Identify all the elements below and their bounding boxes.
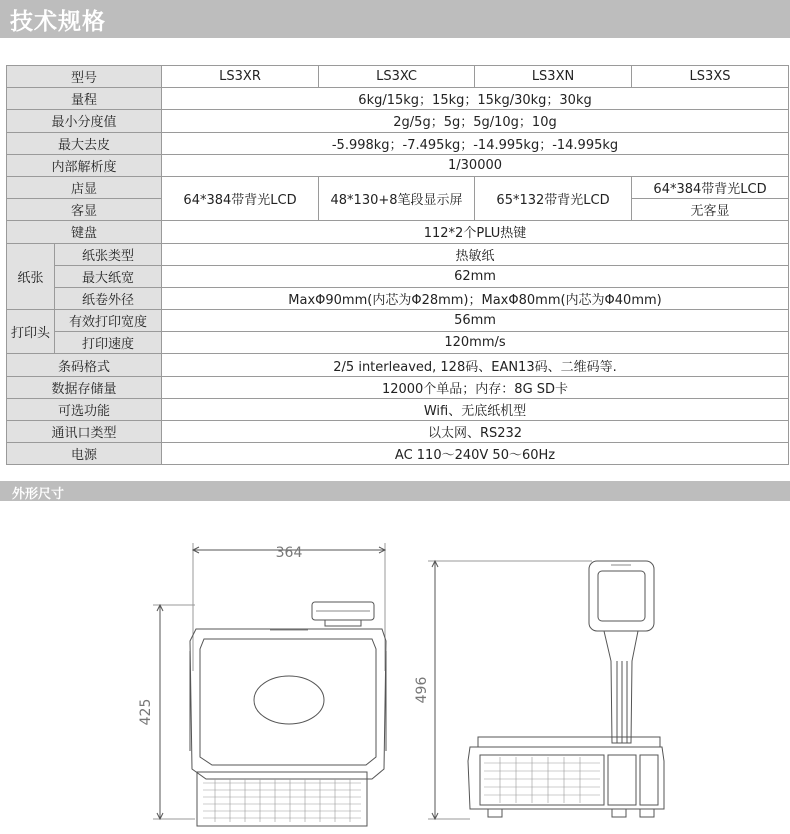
model-cell: LS3XR: [162, 66, 319, 88]
row-value: 1/30000: [162, 154, 789, 176]
row-value: MaxΦ90mm(内芯为Φ28mm)；MaxΦ80mm(内芯为Φ40mm): [162, 287, 789, 309]
row-label: 最大纸宽: [55, 265, 162, 287]
row-value: 12000个单品；内存：8G SD卡: [162, 376, 789, 398]
row-label: 纸张类型: [55, 243, 162, 265]
row-label: 最小分度值: [7, 110, 162, 132]
row-value: 6kg/15kg；15kg；15kg/30kg；30kg: [162, 88, 789, 110]
height-label: 496: [414, 676, 430, 704]
table-row: [7, 332, 789, 354]
row-value: 2g/5g；5g；5g/10g；10g: [162, 110, 789, 132]
table-row: [7, 443, 789, 465]
table-row: [7, 110, 789, 132]
row-value: 56mm: [162, 310, 789, 332]
row-value: -5.998kg；-7.495kg；-14.995kg；-14.995kg: [162, 132, 789, 154]
table-row: [7, 176, 789, 198]
row-value: 以太网、RS232: [162, 421, 789, 443]
row-label: 型号: [7, 66, 162, 88]
width-label: 364: [275, 545, 303, 561]
table-row: [7, 354, 789, 376]
table-row: [7, 154, 789, 176]
row-value: 120mm/s: [162, 332, 789, 354]
side-view-scale-drawing: [428, 561, 664, 819]
row-value: 112*2个PLU热键: [162, 221, 789, 243]
table-row: [7, 66, 789, 88]
dimension-section-title: 外形尺寸: [12, 487, 65, 502]
row-value: AC 110～240V 50～60Hz: [162, 443, 789, 465]
table-row: [7, 376, 789, 398]
row-label: 通讯口类型: [7, 421, 162, 443]
row-label: 打印速度: [55, 332, 162, 354]
row-value: 62mm: [162, 265, 789, 287]
row-label: 有效打印宽度: [55, 310, 162, 332]
group-label: 纸张: [7, 243, 55, 310]
dimension-section-header: [0, 481, 790, 501]
row-label: 内部解析度: [7, 154, 162, 176]
row-label: 数据存储量: [7, 376, 162, 398]
table-row: [7, 88, 789, 110]
dimension-drawing: [0, 501, 790, 834]
front-view-scale-drawing: [153, 543, 386, 826]
table-row: [7, 287, 789, 309]
display-cell: 64*384带背光LCD: [632, 176, 789, 198]
row-label: 最大去皮: [7, 132, 162, 154]
row-label: 店显: [7, 176, 162, 198]
row-label: 条码格式: [7, 354, 162, 376]
display-cell: 65*132带背光LCD: [475, 176, 632, 220]
row-label: 量程: [7, 88, 162, 110]
display-cell: 64*384带背光LCD: [162, 176, 319, 220]
row-label: 纸卷外径: [55, 287, 162, 309]
display-cell: 48*130+8笔段显示屏: [319, 176, 475, 220]
table-row: [7, 421, 789, 443]
model-cell: LS3XN: [475, 66, 632, 88]
row-value: Wifi、无底纸机型: [162, 398, 789, 420]
table-row: [7, 132, 789, 154]
table-row: [7, 310, 789, 332]
table-row: [7, 243, 789, 265]
row-label: 键盘: [7, 221, 162, 243]
row-value: 热敏纸: [162, 243, 789, 265]
table-row: [7, 221, 789, 243]
row-value: 2/5 interleaved, 128码、EAN13码、二维码等.: [162, 354, 789, 376]
group-label: 打印头: [7, 310, 55, 354]
display-cell: 无客显: [632, 199, 789, 221]
row-label: 客显: [7, 199, 162, 221]
table-row: [7, 265, 789, 287]
depth-label: 425: [138, 698, 154, 726]
spec-table: [6, 65, 789, 465]
row-label: 可选功能: [7, 398, 162, 420]
table-row: [7, 398, 789, 420]
model-cell: LS3XS: [632, 66, 789, 88]
model-cell: LS3XC: [319, 66, 475, 88]
row-label: 电源: [7, 443, 162, 465]
section-header: [0, 0, 790, 38]
page-title: 技术规格: [10, 9, 106, 35]
